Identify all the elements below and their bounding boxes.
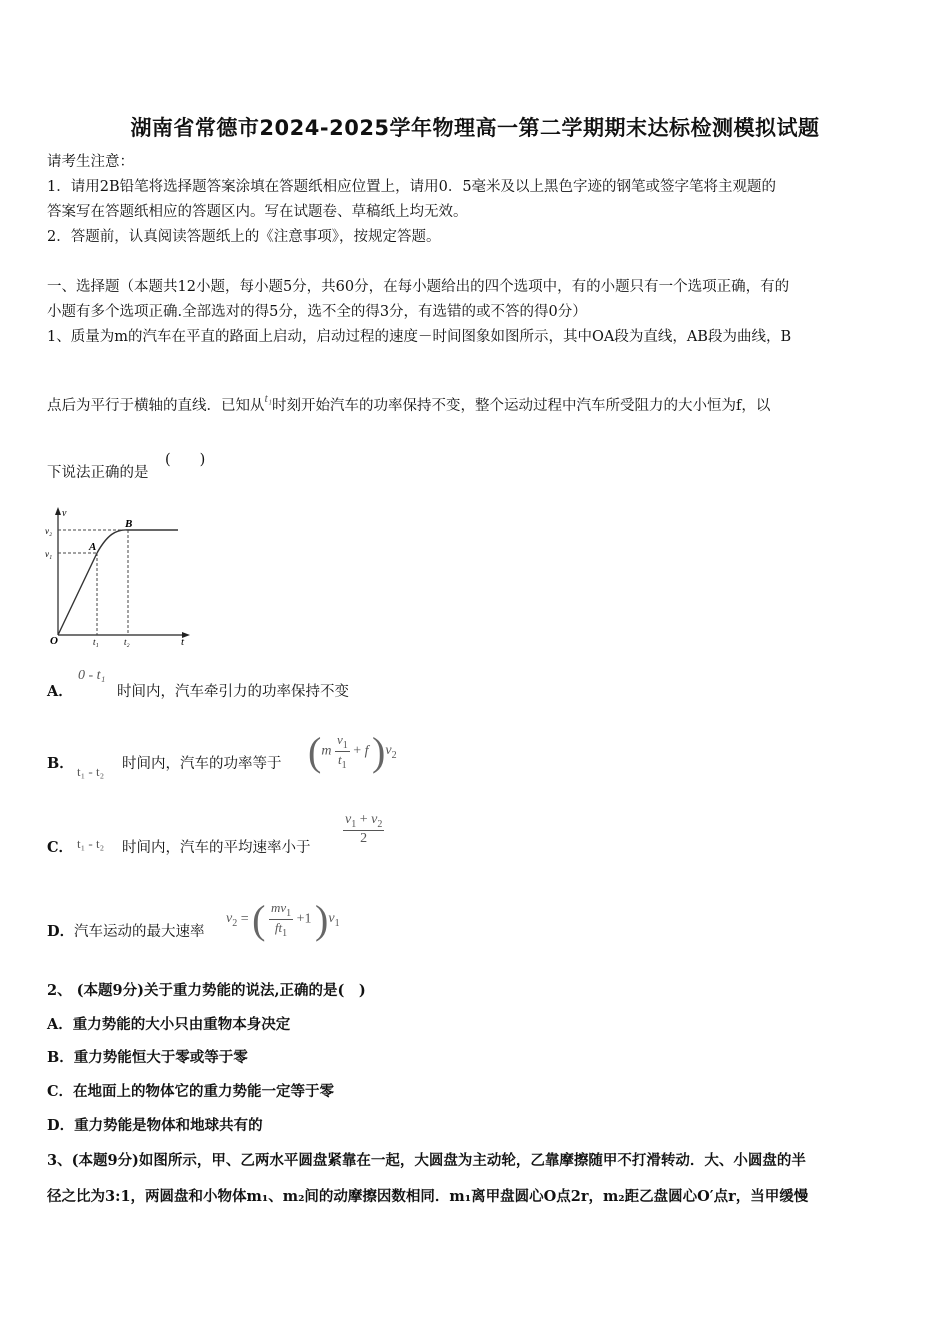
q1-option-c-text: 时间内，汽车的平均速率小于 — [122, 840, 311, 856]
notice-heading: 请考生注意： — [47, 154, 134, 170]
v2-tick-label: v₂ — [45, 526, 53, 536]
q1-stem-line-2 — [47, 388, 770, 416]
segment-oa — [58, 553, 97, 635]
q2-option-a: A．重力势能的大小只由重物本身决定 — [47, 1016, 291, 1033]
q1-stem-line-3: 下说法正确的是 — [47, 465, 149, 481]
v-axis-arrow — [55, 507, 61, 515]
q1-option-d-text: 汽车运动的最大速率 — [74, 924, 205, 940]
q1-stem-line-2-pre: 点后为平行于横轴的直线．已知从 — [47, 398, 265, 414]
q1-option-d-formula: $v_2$ = ( $\frac{mv_1}{ft_1}$ +1 )$v_1$ — [226, 897, 340, 942]
t1-tick-label: t₁ — [93, 637, 99, 647]
q1-option-a-label: A． — [47, 683, 73, 700]
q1-stem-t1: t₁ — [264, 391, 273, 405]
q1-option-b-formula: (m $\frac{v_1}{t_1}$ + f )$v_2$ — [308, 729, 397, 774]
q1-option-a-text: 时间内，汽车牵引力的功率保持不变 — [117, 684, 349, 700]
page-title: 湖南省常德市2024-2025学年物理高一第二学期期末达标检测模拟试题 — [130, 116, 820, 140]
section-heading-line-2: 小题有多个选项正确.全部选对的得5分，选不全的得3分，有选错的或不答的得0分） — [47, 304, 587, 320]
q3-stem-line-1: 3、(本题9分)如图所示，甲、乙两水平圆盘紧靠在一起，大圆盘为主动轮，乙靠摩擦随甲不打滑转动．大、小圆盘的半 — [47, 1152, 806, 1169]
q2-stem: 2、 (本题9分)关于重力势能的说法,正确的是( ) — [47, 982, 366, 999]
q1-option-b-math: t₁ - t₂ — [77, 764, 105, 779]
q2-option-c: C．在地面上的物体它的重力势能一定等于零 — [47, 1083, 335, 1100]
q2-option-d: D．重力势能是物体和地球共有的 — [47, 1117, 263, 1134]
q1-option-c-label: C． — [47, 839, 74, 856]
notice-line-2: 2．答题前，认真阅读答题纸上的《注意事项》，按规定答题。 — [47, 229, 441, 245]
q1-stem-line-1: 1、质量为m的汽车在平直的路面上启动，启动过程的速度－时间图象如图所示，其中OA段为直线，AB段为曲线，B — [47, 329, 792, 345]
t2-tick-label: t₂ — [124, 637, 130, 647]
segment-ab — [97, 530, 128, 553]
point-b-label: B — [125, 518, 133, 530]
q1-option-c-formula: $\frac{v_1 + v_2}{2}$ — [345, 812, 383, 846]
t-axis-label: t — [181, 636, 185, 648]
notice-line-1a: 1．请用2B铅笔将选择题答案涂填在答题纸相应位置上，请用0．5毫米及以上黑色字迹的钢笔或签字笔将主观题的 — [47, 179, 777, 195]
q3-stem-line-2: 径之比为3:1，两圆盘和小物体m₁、m₂间的动摩擦因数相同．m₁离甲盘圆心O点2r，m₂距乙盘圆心O′点r，当甲缓慢 — [47, 1188, 809, 1205]
section-heading-line-1: 一、选择题（本题共12小题，每小题5分，共60分，在每小题给出的四个选项中，有的小题只有一个选项正确，有的 — [47, 279, 790, 295]
q1-option-a-math: 0 - t₁ — [78, 668, 106, 683]
v1-tick-label: v₁ — [45, 549, 53, 559]
velocity-time-graph — [44, 503, 194, 648]
q1-option-c-math: t₁ - t₂ — [77, 836, 105, 851]
q1-option-b-text: 时间内，汽车的功率等于 — [122, 756, 282, 772]
origin-label: O — [50, 635, 58, 647]
q1-option-a — [47, 682, 73, 702]
notice-line-1b: 答案写在答题纸相应的答题区内。写在试题卷、草稿纸上均无效。 — [47, 204, 468, 220]
q1-stem-line-2-post: 时刻开始汽车的功率保持不变，整个运动过程中汽车所受阻力的大小恒为f，以 — [272, 398, 771, 414]
q1-option-b-label: B． — [47, 755, 74, 772]
point-a-label: A — [89, 541, 97, 553]
q1-option-d-label: D． — [47, 923, 75, 940]
v-axis-label: v — [62, 508, 67, 519]
q2-option-b: B．重力势能恒大于零或等于零 — [47, 1049, 248, 1066]
q1-answer-blank: ( ) — [165, 452, 206, 468]
